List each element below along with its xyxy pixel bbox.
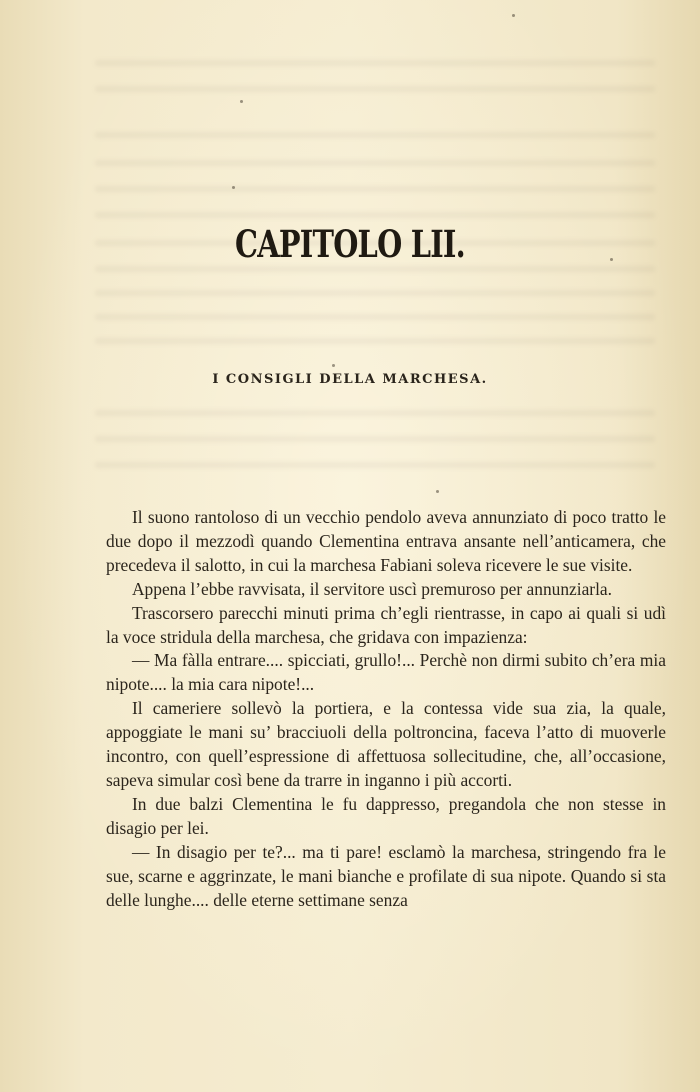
paragraph: Trascorsero parecchi minuti prima ch’egli rientrasse, in capo ai quali si udì la voce stridula della marchesa, che gridava con impazienza: <box>106 602 666 647</box>
paper-speck <box>512 14 515 17</box>
bleed-through-line <box>95 186 655 192</box>
paragraph: In due balzi Clementina le fu dappresso, pregandola che non stesse in disagio per lei. <box>106 793 666 838</box>
paragraph: — Ma fàlla entrare.... spicciati, grullo!... Perchè non dirmi subito ch’era mia nipote.... la mia cara nipote!... <box>106 650 666 695</box>
bleed-through-line <box>95 160 655 166</box>
bleed-through-line <box>95 60 655 66</box>
bleed-through-line <box>95 266 655 272</box>
bleed-through-line <box>95 132 655 138</box>
bleed-through-line <box>95 436 655 442</box>
chapter-subtitle: I CONSIGLI DELLA MARCHESA. <box>212 372 488 387</box>
paragraph: Il cameriere sollevò la portiera, e la contessa vide sua zia, la quale, appoggiate le mani su’ bracciuoli della poltroncina, faceva l’atto di muoverle incontro, con quell’espressione di affettuosa sollecitudine, che, all’occasione, sapeva simular così bene da trarre in inganno i più accorti. <box>106 698 666 790</box>
bleed-through-line <box>95 462 655 468</box>
paper-speck <box>332 364 335 367</box>
chapter-body <box>106 506 666 912</box>
paragraph: Il suono rantoloso di un vecchio pendolo aveva annunziato di poco tratto le due dopo il mezzodì quando Clementina entrava ansante nell’anticamera, che precedeva il salotto, in cui la marchesa Fabiani soleva ricevere le sue visite. <box>106 507 666 575</box>
bleed-through-line <box>95 212 655 218</box>
paper-speck <box>436 490 439 493</box>
paragraph: Appena l’ebbe ravvisata, il servitore uscì premuroso per annunziarla. <box>132 578 612 599</box>
paragraph: — In disagio per te?... ma ti pare! esclamò la marchesa, stringendo fra le sue, scarne e aggrinzate, le mani bianche e profilate di sua nipote. Quando si sta delle lunghe.... delle eterne settimane senza <box>106 841 666 910</box>
bleed-through-line <box>95 290 655 296</box>
chapter-title: CAPITOLO LII. <box>235 222 465 266</box>
bleed-through-line <box>95 338 655 344</box>
bleed-through-line <box>95 314 655 320</box>
paper-speck <box>232 186 235 189</box>
bleed-through-line <box>95 410 655 416</box>
paper-speck <box>240 100 243 103</box>
bleed-through-line <box>95 86 655 92</box>
